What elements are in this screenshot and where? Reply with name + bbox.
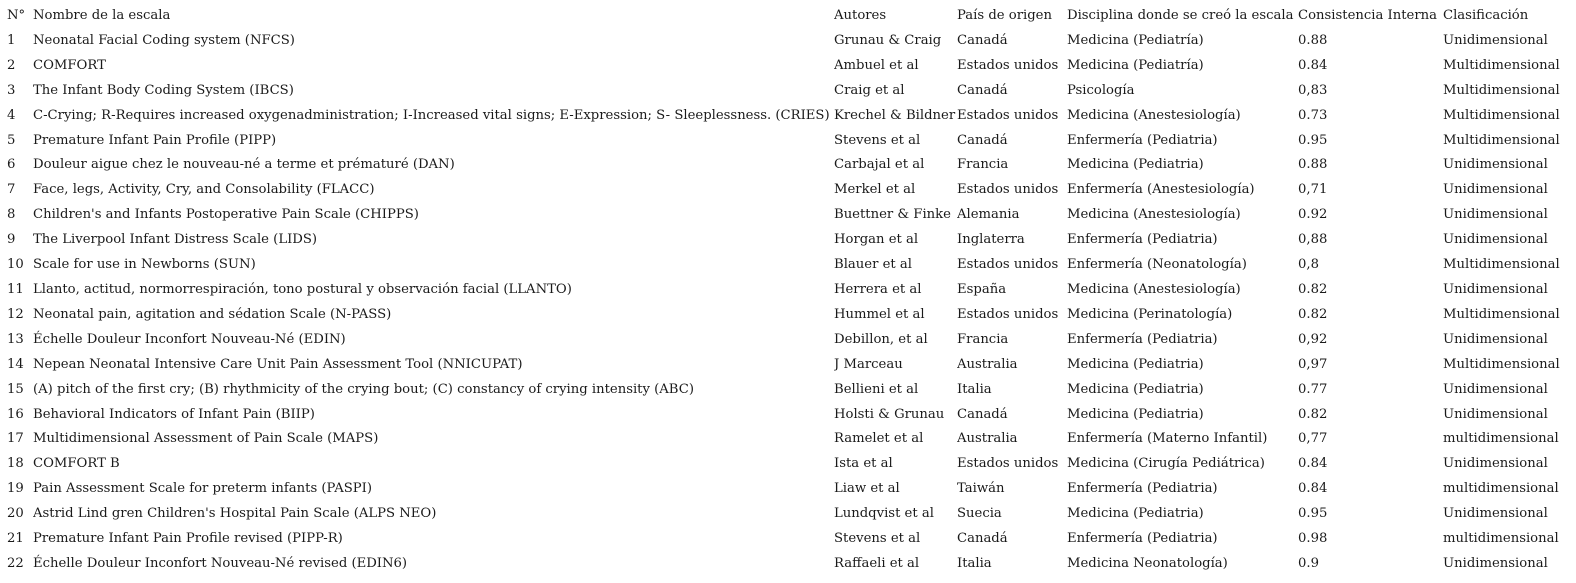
consistency-cell: 0,88 (1298, 232, 1328, 248)
scale-name-cell: Multidimensional Assessment of Pain Scale (MAPS) (33, 431, 379, 447)
discipline-cell: Enfermería (Pediatria) (1067, 331, 1218, 347)
country-cell: Italia (957, 381, 992, 397)
classification-cell: Multidimensional (1443, 306, 1560, 322)
scale-name-cell: Premature Infant Pain Profile revised (PIPP-R) (33, 531, 343, 547)
scale-name-cell: Scale for use in Newborns (SUN) (33, 257, 256, 273)
discipline-cell: Medicina (Anestesiología) (1067, 207, 1241, 223)
discipline-cell: Medicina (Pediatría) (1067, 57, 1204, 73)
classification-cell: Unidimensional (1443, 456, 1548, 472)
country-cell: Taiwán (957, 481, 1005, 497)
scale-name-cell: Douleur aigue chez le nouveau-né a terme et prématuré (DAN) (33, 157, 455, 173)
consistency-cell: 0,97 (1298, 356, 1328, 372)
row-number: 2 (7, 57, 16, 73)
table-row (0, 552, 1568, 577)
authors-cell: Herrera et al (834, 281, 922, 297)
country-cell: Francia (957, 331, 1009, 347)
consistency-cell: 0,8 (1298, 257, 1319, 273)
discipline-cell: Medicina (Anestesiología) (1067, 107, 1241, 123)
consistency-cell: 0.98 (1298, 531, 1328, 547)
row-number: 9 (7, 232, 16, 248)
discipline-cell: Enfermería (Pediatria) (1067, 132, 1218, 148)
pain-scales-table (0, 4, 1568, 577)
table-row (0, 427, 1568, 452)
authors-cell: Krechel & Bildner (834, 107, 956, 123)
row-number: 13 (7, 331, 24, 347)
authors-cell: Raffaeli et al (834, 555, 920, 571)
scale-name-cell: Face, legs, Activity, Cry, and Consolability (FLACC) (33, 182, 375, 198)
authors-cell: Bellieni et al (834, 381, 919, 397)
consistency-cell: 0.82 (1298, 406, 1328, 422)
header-row (0, 4, 1568, 29)
classification-cell: Multidimensional (1443, 82, 1560, 98)
authors-cell: Hummel et al (834, 306, 925, 322)
table-row (0, 502, 1568, 527)
discipline-cell: Medicina (Perinatología) (1067, 306, 1233, 322)
consistency-cell: 0,77 (1298, 431, 1328, 447)
authors-cell: Liaw et al (834, 481, 900, 497)
authors-cell: Carbajal et al (834, 157, 925, 173)
classification-cell: multidimensional (1443, 481, 1559, 497)
table-row (0, 303, 1568, 328)
row-number: 5 (7, 132, 16, 148)
country-cell: Canadá (957, 132, 1008, 148)
classification-cell: Unidimensional (1443, 207, 1548, 223)
table-row (0, 403, 1568, 428)
authors-cell: Debillon, et al (834, 331, 928, 347)
authors-cell: J Marceau (834, 356, 903, 372)
row-number: 20 (7, 506, 24, 522)
classification-cell: Unidimensional (1443, 331, 1548, 347)
discipline-cell: Enfermería (Anestesiología) (1067, 182, 1255, 198)
consistency-cell: 0.73 (1298, 107, 1328, 123)
classification-cell: Multidimensional (1443, 107, 1560, 123)
row-number: 12 (7, 306, 24, 322)
classification-cell: Multidimensional (1443, 57, 1560, 73)
discipline-cell: Enfermería (Pediatria) (1067, 481, 1218, 497)
scale-name-cell: COMFORT (33, 57, 106, 73)
row-number: 18 (7, 456, 24, 472)
row-number: 21 (7, 531, 24, 547)
country-cell: Italia (957, 555, 992, 571)
scale-name-cell: Behavioral Indicators of Infant Pain (BIIP) (33, 406, 315, 422)
country-cell: Alemania (957, 207, 1020, 223)
table-row (0, 353, 1568, 378)
scale-name-cell: Nepean Neonatal Intensive Care Unit Pain Assessment Tool (NNICUPAT) (33, 356, 523, 372)
consistency-cell: 0.84 (1298, 456, 1328, 472)
classification-cell: Unidimensional (1443, 406, 1548, 422)
classification-cell: Unidimensional (1443, 381, 1548, 397)
authors-cell: Stevens et al (834, 531, 921, 547)
classification-cell: Multidimensional (1443, 132, 1560, 148)
authors-cell: Ramelet et al (834, 431, 924, 447)
table-row (0, 477, 1568, 502)
consistency-cell: 0.92 (1298, 207, 1328, 223)
scale-name-cell: C-Crying; R-Requires increased oxygenadministration; I-Increased vital signs; E-Expression; S- Sleeplessness. (CRIES) (33, 107, 830, 123)
consistency-cell: 0.82 (1298, 306, 1328, 322)
country-cell: Canadá (957, 82, 1008, 98)
discipline-cell: Medicina (Pediatria) (1067, 381, 1204, 397)
header-authors: Autores (834, 8, 887, 23)
classification-cell: Unidimensional (1443, 555, 1548, 571)
discipline-cell: Medicina (Pediatria) (1067, 356, 1204, 372)
classification-cell: multidimensional (1443, 531, 1559, 547)
scale-name-cell: Pain Assessment Scale for preterm infants (PASPI) (33, 481, 373, 497)
discipline-cell: Enfermería (Neonatología) (1067, 257, 1247, 273)
authors-cell: Blauer et al (834, 257, 912, 273)
classification-cell: Unidimensional (1443, 32, 1548, 48)
country-cell: Estados unidos (957, 57, 1059, 73)
scale-name-cell: Neonatal Facial Coding system (NFCS) (33, 32, 295, 48)
classification-cell: Multidimensional (1443, 257, 1560, 273)
consistency-cell: 0.95 (1298, 506, 1328, 522)
scale-name-cell: COMFORT B (33, 456, 120, 472)
consistency-cell: 0.84 (1298, 481, 1328, 497)
scale-name-cell: Échelle Douleur Inconfort Nouveau-Né revised (EDIN6) (33, 555, 408, 571)
row-number: 4 (7, 107, 16, 123)
country-cell: Francia (957, 157, 1009, 173)
discipline-cell: Enfermería (Materno Infantil) (1067, 431, 1268, 447)
consistency-cell: 0,83 (1298, 82, 1328, 98)
classification-cell: Unidimensional (1443, 506, 1548, 522)
row-number: 6 (7, 157, 16, 173)
row-number: 7 (7, 182, 16, 198)
consistency-cell: 0.77 (1298, 381, 1328, 397)
country-cell: Canadá (957, 32, 1008, 48)
header-internal-consistency: Consistencia Interna (1298, 8, 1437, 23)
consistency-cell: 0.95 (1298, 132, 1328, 148)
row-number: 17 (7, 431, 24, 447)
header-classification: Clasificación (1443, 8, 1529, 23)
classification-cell: multidimensional (1443, 431, 1559, 447)
discipline-cell: Medicina (Cirugía Pediátrica) (1067, 456, 1265, 472)
scale-name-cell: Premature Infant Pain Profile (PIPP) (33, 132, 277, 148)
scale-name-cell: Llanto, actitud, normorrespiración, tono postural y observación facial (LLANTO) (33, 281, 572, 297)
scale-name-cell: Astrid Lind gren Children's Hospital Pain Scale (ALPS NEO) (33, 506, 437, 522)
scale-name-cell: Échelle Douleur Inconfort Nouveau-Né (EDIN) (33, 331, 346, 347)
row-number: 16 (7, 406, 24, 422)
country-cell: Canadá (957, 406, 1008, 422)
scale-name-cell: (A) pitch of the first cry; (B) rhythmicity of the crying bout; (C) constancy of crying intensity (ABC) (33, 381, 694, 397)
discipline-cell: Medicina (Pediatria) (1067, 157, 1204, 173)
country-cell: Estados unidos (957, 456, 1059, 472)
country-cell: Inglaterra (957, 232, 1025, 248)
discipline-cell: Enfermería (Pediatria) (1067, 232, 1218, 248)
classification-cell: Multidimensional (1443, 356, 1560, 372)
country-cell: Estados unidos (957, 182, 1059, 198)
authors-cell: Merkel et al (834, 182, 916, 198)
authors-cell: Holsti & Grunau (834, 406, 945, 422)
country-cell: Estados unidos (957, 306, 1059, 322)
authors-cell: Craig et al (834, 82, 905, 98)
scale-name-cell: The Infant Body Coding System (IBCS) (33, 82, 294, 98)
table-row (0, 203, 1568, 228)
consistency-cell: 0.82 (1298, 281, 1328, 297)
authors-cell: Lundqvist et al (834, 506, 934, 522)
row-number: 15 (7, 381, 24, 397)
scale-name-cell: Neonatal pain, agitation and sédation Scale (N-PASS) (33, 306, 392, 322)
row-number: 1 (7, 32, 16, 48)
authors-cell: Grunau & Craig (834, 32, 942, 48)
consistency-cell: 0.9 (1298, 555, 1319, 571)
consistency-cell: 0,92 (1298, 331, 1328, 347)
row-number: 19 (7, 481, 24, 497)
country-cell: Canadá (957, 531, 1008, 547)
row-number: 22 (7, 555, 24, 571)
table-row (0, 153, 1568, 178)
scale-name-cell: Children's and Infants Postoperative Pain Scale (CHIPPS) (33, 207, 419, 223)
discipline-cell: Medicina (Anestesiología) (1067, 281, 1241, 297)
discipline-cell: Medicina Neonatología) (1067, 555, 1228, 571)
table-row (0, 228, 1568, 253)
table-row (0, 278, 1568, 303)
table-body (0, 29, 1568, 577)
country-cell: Australia (957, 356, 1018, 372)
country-cell: Australia (957, 431, 1018, 447)
header-discipline: Disciplina donde se creó la escala (1067, 8, 1294, 23)
authors-cell: Buettner & Finke (834, 207, 951, 223)
table-row (0, 104, 1568, 129)
row-number: 14 (7, 356, 24, 372)
row-number: 8 (7, 207, 16, 223)
scale-name-cell: The Liverpool Infant Distress Scale (LIDS) (33, 232, 318, 248)
consistency-cell: 0.88 (1298, 157, 1328, 173)
row-number: 3 (7, 82, 16, 98)
table-row (0, 178, 1568, 203)
discipline-cell: Medicina (Pediatría) (1067, 32, 1204, 48)
authors-cell: Ambuel et al (834, 57, 919, 73)
header-scale-name: Nombre de la escala (33, 8, 171, 23)
classification-cell: Unidimensional (1443, 182, 1548, 198)
table-header (0, 4, 1568, 29)
table-row (0, 527, 1568, 552)
row-number: 11 (7, 281, 24, 297)
consistency-cell: 0.88 (1298, 32, 1328, 48)
discipline-cell: Medicina (Pediatria) (1067, 506, 1204, 522)
table-row (0, 378, 1568, 403)
country-cell: Suecia (957, 506, 1002, 522)
country-cell: España (957, 281, 1007, 297)
table-row (0, 54, 1568, 79)
discipline-cell: Psicología (1067, 82, 1135, 98)
classification-cell: Unidimensional (1443, 157, 1548, 173)
header-number: N° (7, 8, 26, 23)
row-number: 10 (7, 257, 24, 273)
consistency-cell: 0,71 (1298, 182, 1328, 198)
table-row (0, 129, 1568, 154)
classification-cell: Unidimensional (1443, 232, 1548, 248)
table-row (0, 328, 1568, 353)
table-row (0, 452, 1568, 477)
authors-cell: Stevens et al (834, 132, 921, 148)
table-row (0, 79, 1568, 104)
country-cell: Estados unidos (957, 107, 1059, 123)
table-row (0, 29, 1568, 54)
authors-cell: Horgan et al (834, 232, 919, 248)
discipline-cell: Medicina (Pediatria) (1067, 406, 1204, 422)
header-country: País de origen (957, 8, 1052, 23)
country-cell: Estados unidos (957, 257, 1059, 273)
table-row (0, 253, 1568, 278)
authors-cell: Ista et al (834, 456, 893, 472)
discipline-cell: Enfermería (Pediatria) (1067, 531, 1218, 547)
classification-cell: Unidimensional (1443, 281, 1548, 297)
consistency-cell: 0.84 (1298, 57, 1328, 73)
